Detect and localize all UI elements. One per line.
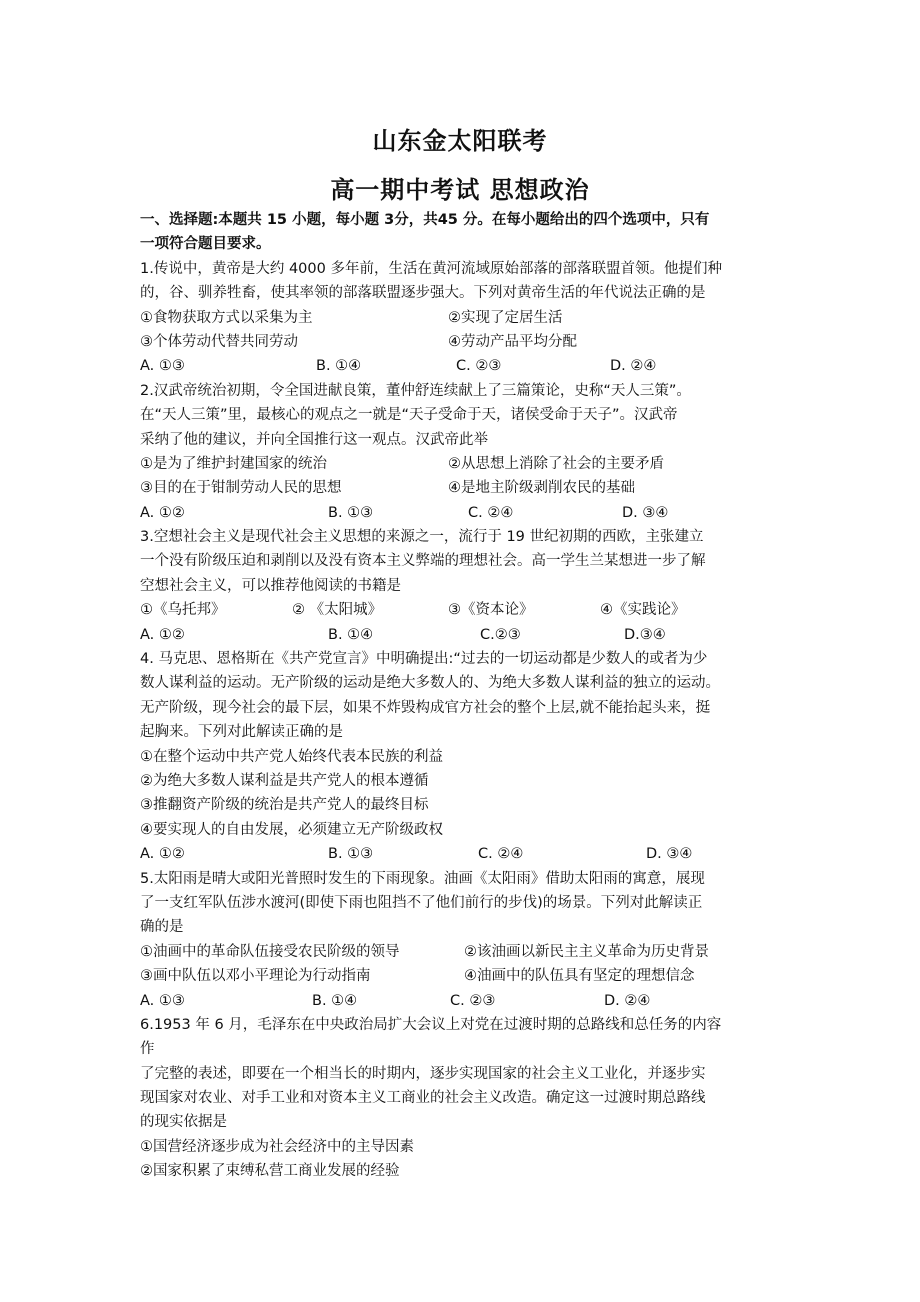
- option-b: B. ①④: [328, 626, 374, 643]
- question-5-text: 5.太阳雨是晴大或阳光普照时发生的下雨现象。油画《太阳雨》借助太阳雨的寓意，展现: [140, 870, 705, 887]
- statement: ④《实践论》: [600, 602, 686, 619]
- option-b: B. ①④: [312, 992, 358, 1009]
- statement: ④油画中的队伍具有坚定的理想信念: [464, 968, 695, 985]
- option-a: A. ①②: [140, 504, 185, 521]
- statement: ②国家积累了束缚私营工商业发展的经验: [140, 1163, 400, 1180]
- question-4-text: 4. 马克思、恩格斯在《共产党宣言》中明确提出:“过去的一切运动都是少数人的或者为少: [140, 651, 708, 668]
- option-d: D. ②④: [604, 992, 651, 1009]
- statement: ①食物获取方式以采集为主: [140, 309, 313, 326]
- question-3-text: 一个没有阶级压迫和剥削以及没有资本主义弊端的理想社会。高一学生兰某想进一步了解: [140, 553, 706, 570]
- question-4-options: [140, 842, 790, 866]
- statement: ②该油画以新民主主义革命为历史背景: [464, 943, 709, 960]
- statement: ④要实现人的自由发展，必须建立无产阶级政权: [140, 821, 443, 838]
- statement: ④是地主阶级剥削农民的基础: [448, 480, 635, 497]
- statement: ③画中队伍以邓小平理论为行动指南: [140, 968, 371, 985]
- exam-subtitle: 高一期中考试 思想政治: [330, 176, 590, 204]
- question-3-text: 空想社会主义，可以推荐他阅读的书籍是: [140, 577, 401, 594]
- option-c: C. ②③: [450, 992, 496, 1009]
- option-a: A. ①③: [140, 358, 185, 375]
- statement: ② 《太阳城》: [292, 602, 383, 619]
- question-3-statements: [140, 598, 790, 622]
- statement: ①是为了维护封建国家的统治: [140, 455, 327, 472]
- question-6-text: 作: [140, 1041, 155, 1058]
- question-1-statements: [140, 330, 790, 354]
- question-2-text: 在“天人三策”里，最核心的观点之一就是“天子受命于天，诸侯受命于天子”。汉武帝: [140, 407, 678, 424]
- option-c: C.②③: [480, 626, 521, 643]
- question-6-text: 现国家对农业、对手工业和对资本主义工商业的社会主义改造。确定这一过渡时期总路线: [140, 1090, 706, 1107]
- option-c: C. ②④: [468, 504, 514, 521]
- statement: ②实现了定居生活: [448, 309, 563, 326]
- option-d: D. ②④: [610, 358, 657, 375]
- question-5-text: 确的是: [140, 919, 184, 936]
- question-6-text: 了完整的表述，即要在一个相当长的时期内，逐步实现国家的社会主义工业化，并逐步实: [140, 1065, 706, 1082]
- question-5-statements: [140, 964, 790, 988]
- question-2-text: 2.汉武帝统治初期，令全国进献良策，董仲舒连续献上了三篇策论，史称“天人三策”。: [140, 382, 691, 399]
- section-heading-cont: 一项符合题目要求。: [140, 236, 271, 253]
- option-a: A. ①②: [140, 626, 185, 643]
- question-6-text: 的现实依据是: [140, 1114, 227, 1131]
- option-d: D. ③④: [622, 504, 669, 521]
- option-b: B. ①③: [328, 504, 374, 521]
- question-5-statements: [140, 940, 790, 964]
- question-1-text: 的，谷、驯养牲畜，使其率领的部落联盟逐步强大。下列对黄帝生活的年代说法正确的是: [140, 285, 706, 302]
- statement: ③《资本论》: [448, 602, 534, 619]
- question-1-options: [140, 354, 790, 378]
- statement: ②为绝大多数人谋利益是共产党人的根本遵循: [140, 772, 429, 789]
- question-6-text: 6.1953 年 6 月，毛泽东在中央政治局扩大会议上对党在过渡时期的总路线和总任务的内容: [140, 1016, 722, 1033]
- question-3-text: 3.空想社会主义是现代社会主义思想的来源之一，流行于 19 世纪初期的西欧，主张建立: [140, 529, 704, 546]
- option-b: B. ①③: [328, 846, 374, 863]
- question-2-statements: [140, 452, 790, 476]
- option-a: A. ①②: [140, 846, 185, 863]
- statement: ②从思想上消除了社会的主要矛盾: [448, 455, 664, 472]
- option-d: D.③④: [624, 626, 666, 643]
- exam-body: [140, 208, 790, 1184]
- question-2-text: 采纳了他的建议，并向全国推行这一观点。汉武帝此举: [140, 431, 488, 448]
- question-4-text: 起胸来。下列对此解读正确的是: [140, 724, 343, 741]
- question-2-options: [140, 501, 790, 525]
- statement: ①油画中的革命队伍接受农民阶级的领导: [140, 943, 400, 960]
- option-c: C. ②④: [478, 846, 524, 863]
- question-2-statements: [140, 476, 790, 500]
- question-4-text: 数人谋利益的运动。无产阶级的运动是绝大多数人的、为绝大多数人谋利益的独立的运动。: [140, 675, 720, 692]
- statement: ④劳动产品平均分配: [448, 333, 577, 350]
- question-5-text: 了一支红军队伍涉水渡河(即使下雨也阻挡不了他们前行的步伐)的场景。下列对此解读正: [140, 894, 703, 911]
- option-a: A. ①③: [140, 992, 185, 1009]
- statement: ①国营经济逐步成为社会经济中的主导因素: [140, 1138, 414, 1155]
- question-5-options: [140, 989, 790, 1013]
- exam-title: 山东金太阳联考: [372, 127, 548, 155]
- statement: ③个体劳动代替共同劳动: [140, 333, 298, 350]
- option-c: C. ②③: [456, 358, 502, 375]
- option-b: B. ①④: [316, 358, 362, 375]
- statement: ①在整个运动中共产党人始终代表本民族的利益: [140, 748, 443, 765]
- question-4-text: 无产阶级，现今社会的最下层，如果不炸毁构成官方社会的整个上层,就不能抬起头来，挺: [140, 699, 711, 716]
- option-d: D. ③④: [646, 846, 693, 863]
- statement: ③推翻资产阶级的统治是共产党人的最终目标: [140, 797, 429, 814]
- question-1-statements: [140, 306, 790, 330]
- statement: ③目的在于钳制劳动人民的思想: [140, 480, 342, 497]
- question-1-text: 1.传说中，黄帝是大约 4000 多年前，生活在黄河流域原始部落的部落联盟首领。他提们种: [140, 260, 722, 277]
- statement: ①《乌托邦》: [140, 602, 226, 619]
- question-3-options: [140, 623, 790, 647]
- section-heading: 一、选择题:本题共 15 小题，每小题 3分，共45 分。在每小题给出的四个选项中，只有: [140, 212, 710, 228]
